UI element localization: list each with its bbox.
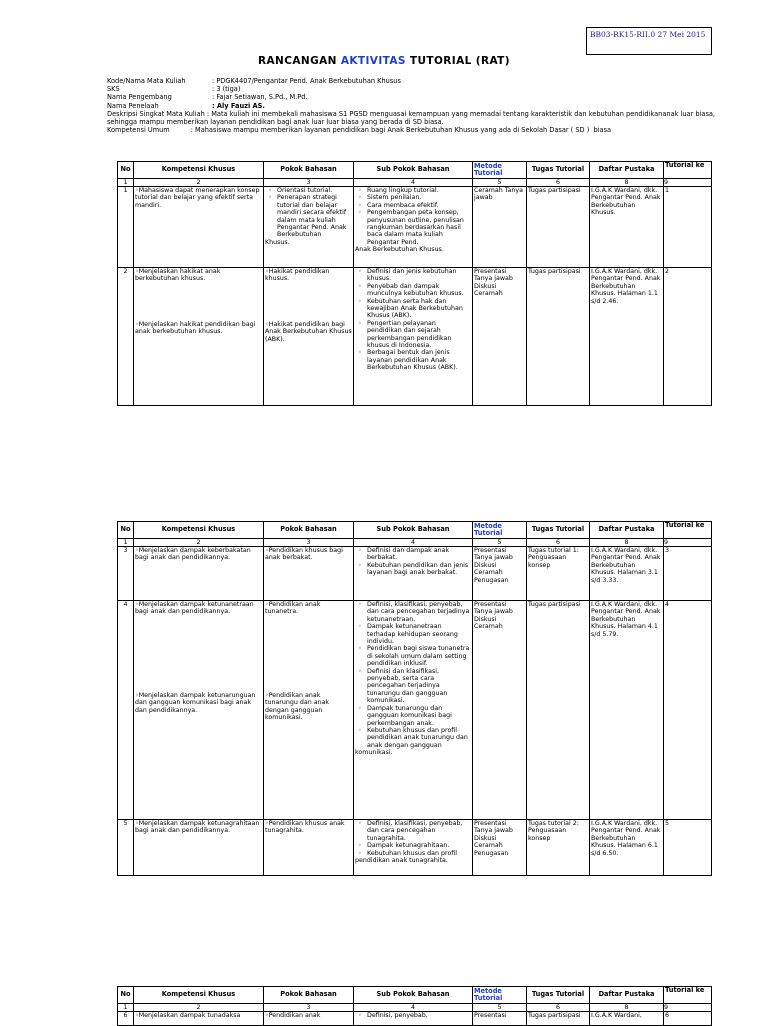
meta-value: : PDGK4407/Pengantar Pend. Anak Berkebutuhan Khusus bbox=[212, 77, 401, 85]
title-part2: AKTIVITAS bbox=[340, 55, 406, 67]
list-item: ◦ Kebutuhan pendidikan dan jenis layanan bagi anak berbakat. bbox=[367, 562, 471, 577]
header-tugas: Tugas Tutorial bbox=[527, 987, 590, 1004]
list-item: ◦ Kebutuhan serta hak dan kewajiban Anak Berkebutuhan Khusus (ABK). bbox=[367, 298, 471, 320]
list-item: ◦ Orientasi tutorial. bbox=[277, 187, 352, 194]
header-no: No bbox=[118, 987, 134, 1004]
list-tail: Anak Berkebutuhan Khusus. bbox=[355, 246, 444, 254]
row-no: 5 bbox=[118, 820, 134, 876]
document-code-box bbox=[586, 27, 712, 55]
header-pustaka: Daftar Pustaka bbox=[590, 987, 664, 1004]
pokok-text: Pendidikan khusus anak tunagrahita. bbox=[265, 820, 345, 835]
col-number: 3 bbox=[264, 179, 354, 187]
title-part1: RANCANGAN bbox=[258, 55, 341, 67]
col-number: 3 bbox=[264, 1004, 354, 1012]
meta-value: : Fajar Setiawan, S.Pd., M.Pd. bbox=[212, 93, 308, 102]
kompetensi-khusus bbox=[134, 268, 264, 406]
header-tutorial-ke: Tutorial ke bbox=[664, 162, 712, 179]
header-pustaka: Daftar Pustaka bbox=[590, 162, 664, 179]
page-title bbox=[0, 55, 768, 67]
col-number: 1 bbox=[118, 1004, 134, 1012]
header-tugas: Tugas Tutorial bbox=[527, 162, 590, 179]
table-row bbox=[118, 268, 712, 406]
header-kompetensi: Kompetensi Khusus bbox=[134, 987, 264, 1004]
header-kompetensi: Kompetensi Khusus bbox=[134, 522, 264, 539]
kompetensi-khusus bbox=[134, 601, 264, 820]
header-tutorial-ke: Tutorial ke bbox=[664, 987, 712, 1004]
header-tutorial-ke: Tutorial ke bbox=[664, 522, 712, 539]
list-item: ◦ Cara membaca efektif. bbox=[367, 202, 471, 209]
pokok-text: Hakikat pendidikan khusus. bbox=[265, 268, 330, 283]
column-number-row bbox=[118, 539, 712, 547]
col-number: 2 bbox=[134, 179, 264, 187]
header-no: No bbox=[118, 162, 134, 179]
pokok-text: Pendidikan khusus bagi anak berbakat. bbox=[265, 547, 343, 562]
metode: Presentasi Tanya jawab Diskusi Ceramah bbox=[473, 601, 527, 820]
list-item: ◦ Definisi dan jenis kebutuhan khusus. bbox=[367, 268, 471, 283]
pustaka: I.G.A.K Wardani, bbox=[590, 1012, 664, 1026]
list-item: ◦ Kebutuhan khusus dan profil pendidikan anak tunarungu dan anak dengan gangguan bbox=[367, 727, 471, 749]
course-description: Deskripsi Singkat Mata Kuliah : Mata kuliah ini membekali mahasiswa S1 PGSD menguasai kemampuan yang memadai tentang karakteristik dan kebutuhan pendidikananak luar biasa, sehingga mampu memberikan layanan pendidikan bagi anak luar luar biasa yang berada di SD biasa. bbox=[107, 109, 716, 127]
list-item: ◦ Berbagai bentuk dan jenis layanan pendidikan Anak Berkebutuhan Khusus (ABK). bbox=[367, 349, 471, 371]
pustaka: I.G.A.K Wardani, dkk. Pengantar Pend. Anak Berkebutuhan Khusus. Halaman 3.1 s/d 3.33. bbox=[590, 547, 664, 601]
tugas: Tugas tutorial 2: Penguasaan konsep bbox=[527, 820, 590, 876]
sub-pokok-bahasan bbox=[354, 1012, 473, 1026]
col-number: 8 bbox=[590, 539, 664, 547]
col-number: 6 bbox=[527, 539, 590, 547]
col-number: 1 bbox=[118, 539, 134, 547]
col-number: 5 bbox=[473, 1004, 527, 1012]
title-part3: TUTORIAL (RAT) bbox=[405, 55, 510, 67]
list-tail: pendidikan anak tunagrahita. bbox=[355, 857, 448, 865]
header-pokok: Pokok Bahasan bbox=[264, 987, 354, 1004]
col-number: 2 bbox=[134, 1004, 264, 1012]
row-no: 2 bbox=[118, 268, 134, 406]
pokok-bahasan bbox=[264, 187, 354, 268]
kompetensi-khusus bbox=[134, 820, 264, 876]
header-tugas: Tugas Tutorial bbox=[527, 522, 590, 539]
meta-row bbox=[107, 93, 717, 101]
header-pustaka: Daftar Pustaka bbox=[590, 522, 664, 539]
col-number: 5 bbox=[473, 179, 527, 187]
col-number: 4 bbox=[354, 1004, 473, 1012]
col-number: 9 bbox=[664, 539, 712, 547]
pokok-bahasan bbox=[264, 601, 354, 820]
rat-table-3 bbox=[117, 986, 712, 1026]
kompetensi-text: Menjelaskan dampak ketunanetraan bagi anak dan pendidikannya. bbox=[135, 601, 254, 616]
list-item: ◦ Penyebab dan dampak munculnya kebutuhan khusus. bbox=[367, 283, 471, 298]
list-item: ◦ Definisi, klasifikasi, penyebab, dan cara pencegahan tunagrahita. bbox=[367, 820, 471, 842]
tutorial-ke: 1 bbox=[664, 187, 712, 268]
pustaka: I.G.A.K Wardani, dkk. Pengantar Pend. Anak Berkebutuhan Khusus. Halaman 4.1 s/d 5.79. bbox=[590, 601, 664, 820]
metode: Ceramah Tanya jawab bbox=[473, 187, 527, 268]
tutorial-ke: 4 bbox=[664, 601, 712, 820]
list-tail: komunikasi. bbox=[355, 749, 393, 757]
row-no: 1 bbox=[118, 187, 134, 268]
header-pokok: Pokok Bahasan bbox=[264, 522, 354, 539]
pokok-text: Pendidikan anak tunarungu dan anak dengan gangguan komunikasi. bbox=[265, 691, 330, 722]
tugas: Tugas partisipasi bbox=[527, 268, 590, 406]
tutorial-ke: 6 bbox=[664, 1012, 712, 1026]
metode: Presentasi Tanya jawab Diskusi Ceramah bbox=[473, 268, 527, 406]
meta-row bbox=[107, 102, 717, 110]
list-item: ◦ Dampak ketunanetraan terhadap kehidupan seorang individu. bbox=[367, 623, 471, 645]
meta-key: Nama Pengembang bbox=[107, 93, 172, 102]
general-competence: Kompetensi Umum : Mahasiswa mampu memberikan layanan pendidikan bagi Anak Berkebutuhan Khusus yang ada di Sekolah Dasar ( SD ) biasa bbox=[107, 126, 612, 135]
sub-pokok-bahasan bbox=[354, 268, 473, 406]
header-row bbox=[118, 522, 712, 539]
col-number: 6 bbox=[527, 1004, 590, 1012]
pustaka: I.G.A.K Wardani, dkk. Pengantar Pend. Anak Berkebutuhan Khusus. Halaman 1.1 s/d 2.46. bbox=[590, 268, 664, 406]
tutorial-ke: 3 bbox=[664, 547, 712, 601]
pokok-text: Pendidikan anak bbox=[268, 1012, 321, 1019]
header-row bbox=[118, 162, 712, 179]
col-number: 4 bbox=[354, 179, 473, 187]
pokok-text: Hakikat pendidikan bagi Anak Berkebutuhan Khusus (ABK). bbox=[265, 320, 352, 343]
list-item: ◦ Pengembangan peta konsep, penyusunan outline, penulisan rangkuman berdasarkan hasil baca dalam mata kuliah Pengantar Pend. bbox=[367, 209, 471, 246]
list-item: ◦ Dampak tunarungu dan gangguan komunikasi bagi perkembangan anak. bbox=[367, 705, 471, 727]
list-item: ◦ Kebutuhan khusus dan profil bbox=[367, 850, 471, 857]
metode: Presentasi Tanya jawab Diskusi Ceramah Penugasan bbox=[473, 547, 527, 601]
table-row bbox=[118, 187, 712, 268]
kompetensi-text: Mahasiswa dapat menerapkan konsep tutorial dan belajar yang efektif serta mandiri. bbox=[135, 187, 260, 209]
row-no: 6 bbox=[118, 1012, 134, 1026]
kompetensi-text: Menjelaskan hakikat pendidikan bagi anak berkebutuhan khusus. bbox=[135, 320, 256, 336]
table-row bbox=[118, 1012, 712, 1026]
document-code: BB03-RK15-RII.0 27 Mei 2015 bbox=[590, 30, 706, 39]
header-sub-pokok: Sub Pokok Bahasan bbox=[354, 522, 473, 539]
tugas: Tugas partisipasi bbox=[527, 187, 590, 268]
metode: Presentasi bbox=[473, 1012, 527, 1026]
pustaka: I.G.A.K Wardani, dkk. Pengantar Pend. Anak Berkebutuhan Khusus. Halaman 6.1 s/d 6.50. bbox=[590, 820, 664, 876]
meta-row bbox=[107, 85, 717, 93]
kompetensi-text: Menjelaskan dampak keberbakatan bagi anak dan pendidikannya. bbox=[135, 547, 251, 562]
col-number: 8 bbox=[590, 179, 664, 187]
kompetensi-text: Menjelaskan hakikat anak berkebutuhan khusus. bbox=[135, 268, 221, 283]
metode: Presentasi Tanya jawab Diskusi Ceramah Penugasan bbox=[473, 820, 527, 876]
col-number: 6 bbox=[527, 179, 590, 187]
meta-key: Nama Penelaah bbox=[107, 101, 159, 110]
row-no: 4 bbox=[118, 601, 134, 820]
tutorial-ke: 5 bbox=[664, 820, 712, 876]
list-item: ◦ Ruang lingkup tutorial. bbox=[367, 187, 471, 194]
table-row bbox=[118, 547, 712, 601]
kompetensi-khusus bbox=[134, 187, 264, 268]
list-item: ◦ Pendidikan bagi siswa tunanetra di sekolah umum dalam setting pendidikan inklusif. bbox=[367, 645, 471, 667]
rat-table-2 bbox=[117, 521, 712, 876]
meta-key: SKS bbox=[107, 85, 120, 94]
sub-pokok-bahasan bbox=[354, 187, 473, 268]
kompetensi-khusus bbox=[134, 1012, 264, 1026]
col-number: 2 bbox=[134, 539, 264, 547]
meta-value: : 3 (tiga) bbox=[212, 85, 241, 94]
list-item: ◦ Definisi, klasifikasi, penyebab, dan cara pencegahan terjadinya ketunanetraan. bbox=[367, 601, 471, 623]
course-meta bbox=[107, 77, 717, 134]
col-number: 9 bbox=[664, 1004, 712, 1012]
tugas: Tugas partisipasi bbox=[527, 1012, 590, 1026]
header-pokok: Pokok Bahasan bbox=[264, 162, 354, 179]
kompetensi-text: Menjelaskan dampak ketunagrahitaan bagi anak dan pendidikannya. bbox=[135, 820, 260, 835]
pokok-bahasan bbox=[264, 547, 354, 601]
col-number: 1 bbox=[118, 179, 134, 187]
sub-pokok-bahasan bbox=[354, 547, 473, 601]
col-number: 5 bbox=[473, 539, 527, 547]
column-number-row bbox=[118, 179, 712, 187]
kompetensi-text: Menjelaskan dampak ketunarunguan dan gangguan komunikasi bagi anak dan pendidikannya. bbox=[135, 691, 256, 714]
kompetensi-text: Menjelaskan dampak tunadaksa bbox=[138, 1012, 241, 1019]
kompetensi-khusus bbox=[134, 547, 264, 601]
column-number-row bbox=[118, 1004, 712, 1012]
pustaka: I.G.A.K Wardani, dkk. Pengantar Pend. Anak Berkebutuhan Khusus. bbox=[590, 187, 664, 268]
col-number: 8 bbox=[590, 1004, 664, 1012]
col-number: 9 bbox=[664, 179, 712, 187]
header-sub-pokok: Sub Pokok Bahasan bbox=[354, 987, 473, 1004]
pokok-bahasan bbox=[264, 1012, 354, 1026]
header-row bbox=[118, 987, 712, 1004]
pokok-bahasan bbox=[264, 268, 354, 406]
col-number: 4 bbox=[354, 539, 473, 547]
sub-pokok-bahasan bbox=[354, 601, 473, 820]
header-no: No bbox=[118, 522, 134, 539]
list-tail: Khusus. bbox=[265, 238, 290, 246]
col-number: 3 bbox=[264, 539, 354, 547]
list-item: ◦ Definisi dan klasifikasi, penyebab, serta cara pencegahan terjadinya tunarungu dan gangguan komunikasi. bbox=[367, 668, 471, 705]
tugas: Tugas tutorial 1: Penguasaan konsep bbox=[527, 547, 590, 601]
meta-row bbox=[107, 77, 717, 85]
list-item: ◦ Dampak ketunagrahitaan. bbox=[367, 842, 471, 849]
tugas: Tugas partisipasi bbox=[527, 601, 590, 820]
list-item: ◦ Definisi, penyebab, bbox=[367, 1012, 471, 1019]
table-row bbox=[118, 820, 712, 876]
pokok-text: Pendidikan anak tunanetra. bbox=[265, 601, 321, 616]
header-kompetensi: Kompetensi Khusus bbox=[134, 162, 264, 179]
pokok-bahasan bbox=[264, 820, 354, 876]
header-metode: Metode Tutorial bbox=[473, 522, 527, 539]
list-item: ◦ Pengertian pelayanan pendidikan dan sejarah perkembangan pendidikan khusus di Indonesia. bbox=[367, 320, 471, 350]
header-metode: Metode Tutorial bbox=[473, 162, 527, 179]
rat-table-1 bbox=[117, 161, 712, 406]
meta-value: : Aly Fauzi AS. bbox=[212, 101, 265, 110]
header-sub-pokok: Sub Pokok Bahasan bbox=[354, 162, 473, 179]
meta-key: Kode/Nama Mata Kuliah bbox=[107, 77, 186, 85]
tutorial-ke: 2 bbox=[664, 268, 712, 406]
header-metode: Metode Tutorial bbox=[473, 987, 527, 1004]
table-row bbox=[118, 601, 712, 820]
row-no: 3 bbox=[118, 547, 134, 601]
sub-pokok-bahasan bbox=[354, 820, 473, 876]
list-item: ◦ Sistem penilaian. bbox=[367, 194, 471, 201]
list-item: ◦ Penerapan strategi tutorial dan belajar mandiri secara efektif dalam mata kuliah Pengantar Pend. Anak Berkebutuhan bbox=[277, 194, 352, 238]
list-item: ◦ Definisi dan dampak anak berbakat. bbox=[367, 547, 471, 562]
